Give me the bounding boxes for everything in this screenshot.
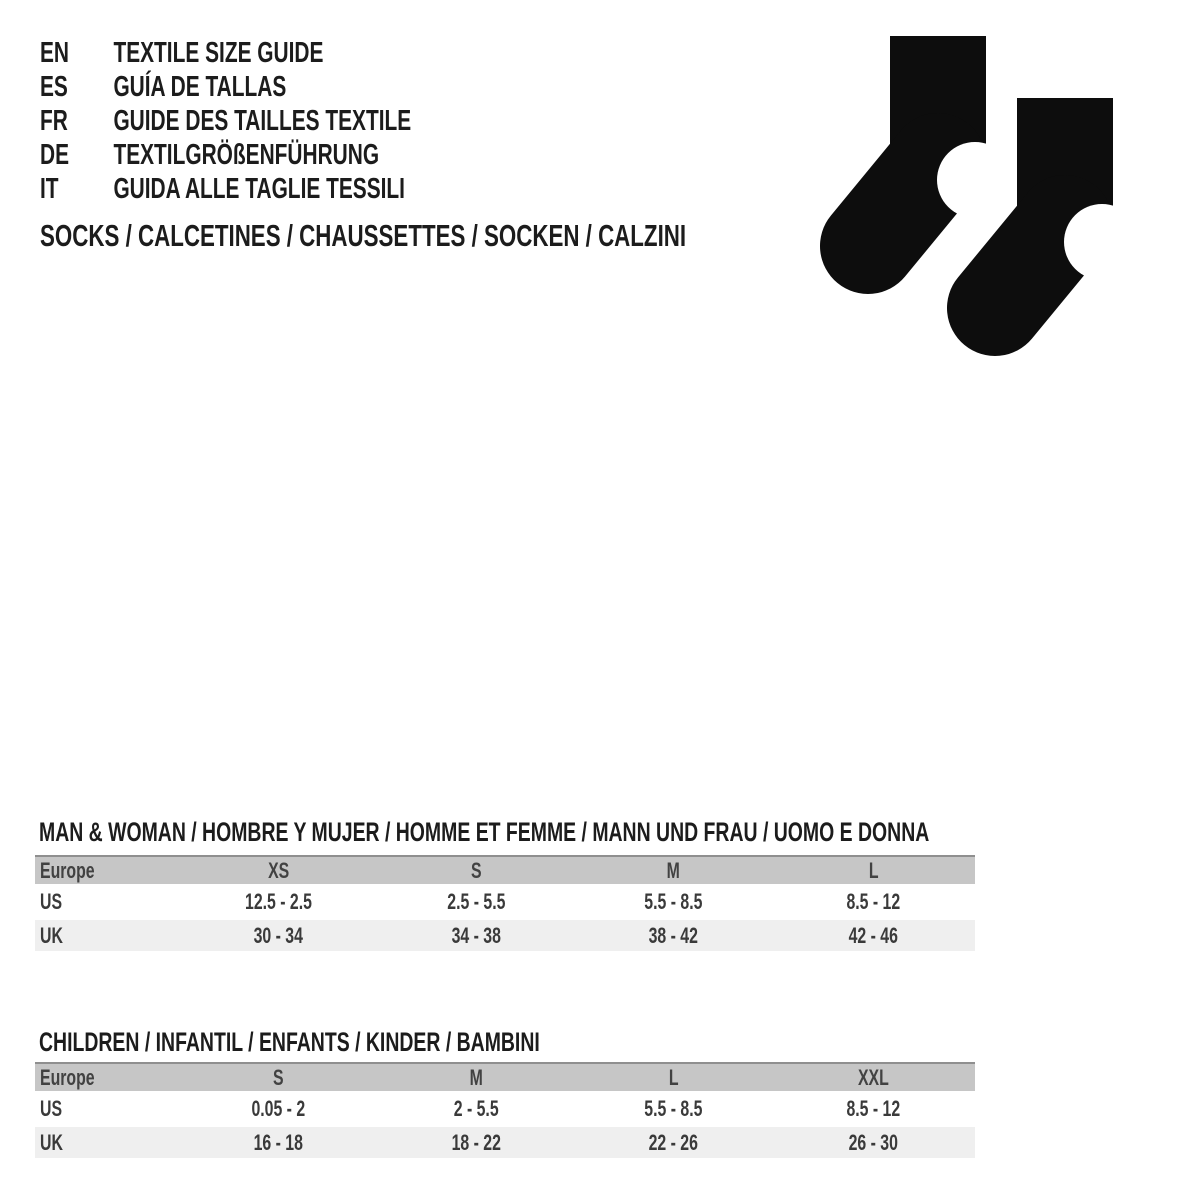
table-header-row xyxy=(35,855,975,884)
size-value: 22 - 26 xyxy=(648,1129,699,1155)
language-title: TEXTILE SIZE GUIDE xyxy=(113,37,324,69)
size-value: 26 - 30 xyxy=(848,1129,899,1155)
language-title: GUIDA ALLE TAGLIE TESSILI xyxy=(113,173,405,205)
language-row-de xyxy=(40,138,556,172)
language-row-fr xyxy=(40,104,556,138)
row-label: US xyxy=(40,1096,63,1121)
socks-icon xyxy=(815,28,1155,360)
size-value: 8.5 - 12 xyxy=(846,889,901,914)
size-value: 12.5 - 2.5 xyxy=(245,889,312,914)
language-code: EN xyxy=(40,37,70,69)
size-value: 2.5 - 5.5 xyxy=(446,889,506,914)
size-table-children xyxy=(35,1062,975,1158)
column-header-size: S xyxy=(470,857,482,883)
row-label: US xyxy=(40,889,63,914)
column-header-size: XXL xyxy=(858,1064,889,1090)
column-header-region: Europe xyxy=(40,857,95,883)
size-value: 34 - 38 xyxy=(451,922,501,948)
size-value: 42 - 46 xyxy=(848,922,899,948)
language-title-list xyxy=(40,36,556,206)
size-value: 0.05 - 2 xyxy=(251,1096,306,1121)
column-header-size: XS xyxy=(267,857,290,883)
table-row-uk xyxy=(35,920,975,951)
column-header-size: M xyxy=(469,1064,483,1090)
language-code: DE xyxy=(40,139,70,171)
table-row-uk xyxy=(35,1127,975,1158)
column-header-size: L xyxy=(668,1064,679,1090)
size-value: 30 - 34 xyxy=(253,922,304,948)
column-header-region: Europe xyxy=(40,1064,95,1090)
size-table-man-woman xyxy=(35,855,975,951)
language-title: TEXTILGRÖßENFÜHRUNG xyxy=(113,139,380,171)
size-value: 2 - 5.5 xyxy=(453,1096,499,1121)
table-row-us xyxy=(35,1093,975,1125)
product-type-subtitle: SOCKS / CALCETINES / CHAUSSETTES / SOCKEN / CALZINI xyxy=(40,218,687,253)
table-caption-children: CHILDREN / INFANTIL / ENFANTS / KINDER / BAMBINI xyxy=(39,1027,540,1057)
column-header-size: L xyxy=(868,857,879,883)
table-caption-man-woman: MAN & WOMAN / HOMBRE Y MUJER / HOMME ET FEMME / MANN UND FRAU / UOMO E DONNA xyxy=(39,817,930,847)
column-header-size: S xyxy=(273,1064,284,1090)
language-title: GUÍA DE TALLAS xyxy=(113,71,287,103)
table-row-us xyxy=(35,886,975,918)
size-value: 8.5 - 12 xyxy=(846,1096,901,1121)
size-value: 18 - 22 xyxy=(451,1129,501,1155)
table-header-row xyxy=(35,1062,975,1091)
language-code: FR xyxy=(40,105,68,137)
column-header-size: M xyxy=(666,857,681,883)
language-row-es xyxy=(40,70,556,104)
language-title: GUIDE DES TAILLES TEXTILE xyxy=(113,105,412,137)
size-value: 38 - 42 xyxy=(648,922,699,948)
language-row-it xyxy=(40,172,556,206)
row-label: UK xyxy=(40,922,63,948)
row-label: UK xyxy=(40,1129,63,1155)
size-value: 5.5 - 8.5 xyxy=(644,1096,703,1121)
size-value: 16 - 18 xyxy=(253,1129,304,1155)
language-row-en xyxy=(40,36,556,70)
language-code: ES xyxy=(40,71,68,103)
size-value: 5.5 - 8.5 xyxy=(644,889,703,914)
language-code: IT xyxy=(40,173,59,205)
